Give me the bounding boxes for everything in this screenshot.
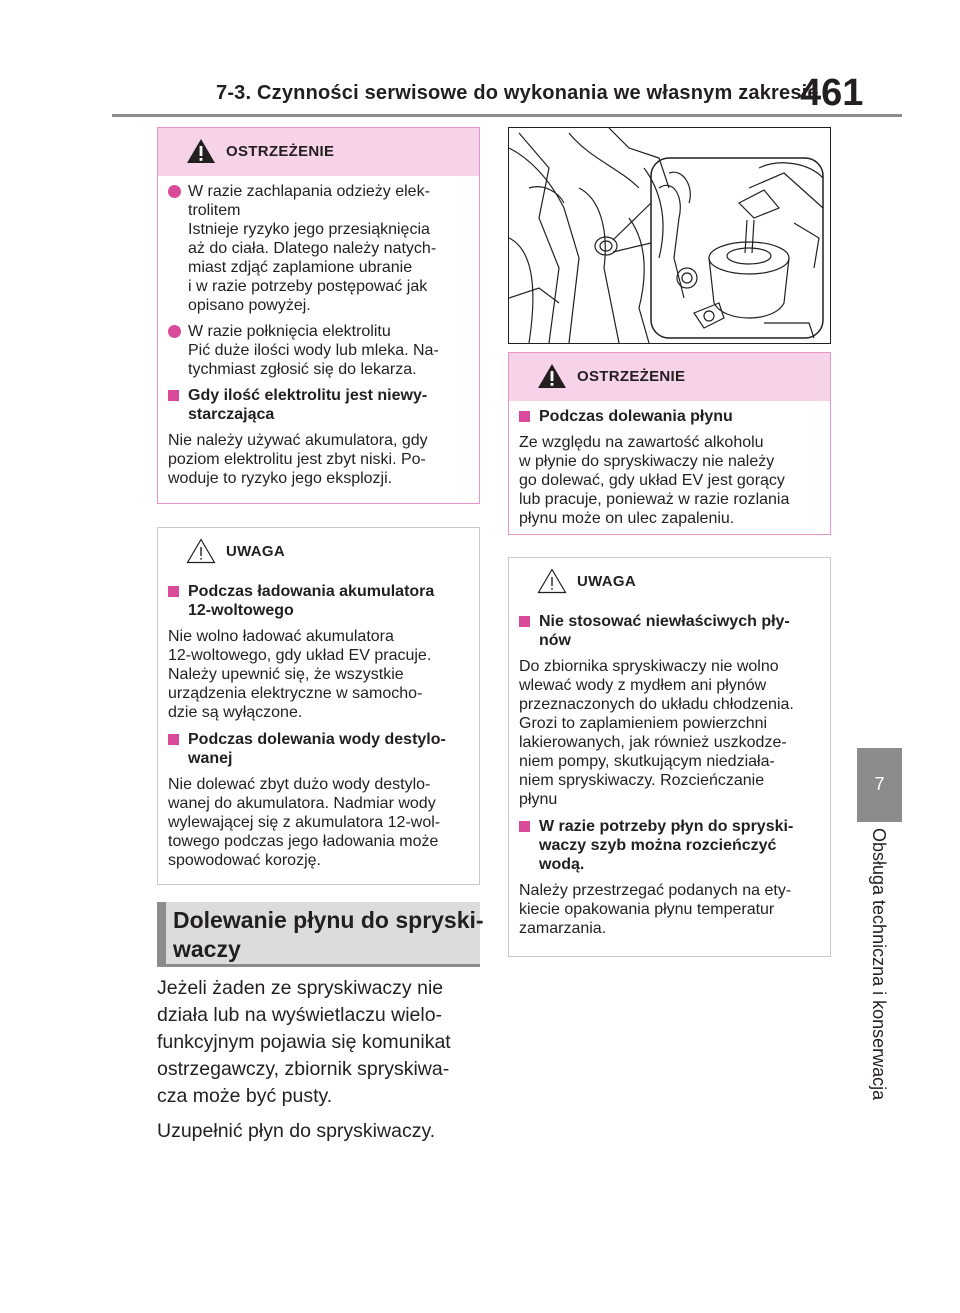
warning-triangle-icon bbox=[537, 363, 567, 389]
section-heading-rule bbox=[157, 964, 480, 967]
caution-triangle-icon bbox=[537, 568, 567, 594]
warning-box-washer-fluid bbox=[508, 352, 831, 535]
subheading: Gdy ilość elektrolitu jest niewy- starczająca bbox=[168, 386, 471, 424]
warning-header bbox=[158, 128, 479, 176]
note-header bbox=[509, 558, 830, 606]
washer-fluid-illustration bbox=[508, 127, 831, 344]
warning-text: Nie należy używać akumulatora, gdy poziom elektrolitu jest zbyt niski. Po- woduje to ryzyko jego eksplozji. bbox=[168, 432, 428, 487]
note-heading: UWAGA bbox=[577, 573, 636, 590]
bullet-item: W razie połknięcia elektrolitu Pić duże ilości wody lub mleka. Na- tychmiast zgłosić się do lekarza. bbox=[168, 322, 471, 379]
subheading: Nie stosować niewłaściwych pły- nów bbox=[519, 612, 822, 650]
warning-heading: OSTRZEŻENIE bbox=[226, 143, 335, 160]
header-rule bbox=[112, 114, 902, 117]
square-bullet-icon bbox=[519, 411, 530, 422]
note-text: Nie dolewać zbyt dużo wody destylo- wanej do akumulatora. Nadmiar wody wylewającej się z akumulatora 12-wol- towego podczas jego ładowania może spowodować korozję. bbox=[168, 776, 441, 869]
square-bullet-icon bbox=[168, 734, 179, 745]
bullet-dot-icon bbox=[168, 185, 181, 198]
note-text: Należy przestrzegać podanych na ety- kiecie opakowania płynu temperatur zamarzania. bbox=[519, 882, 792, 937]
paragraph: Jeżeli żaden ze spryskiwaczy nie działa lub na wyświetlaczu wielo- funkcyjnym pojawia się komunikat ostrzegawczy, zbiornik spryskiwa- cza może być pusty. bbox=[157, 977, 451, 1107]
warning-triangle-icon bbox=[186, 138, 216, 164]
chapter-tab-label: Obsługa techniczna i konserwacja bbox=[869, 828, 889, 1101]
subheading: Podczas ładowania akumulatora 12-woltowego bbox=[168, 582, 471, 620]
note-heading: UWAGA bbox=[226, 543, 285, 560]
body-text bbox=[157, 975, 487, 1153]
chapter-title: 7-3. Czynności serwisowe do wykonania we własnym zakresie bbox=[216, 82, 819, 104]
warning-box-electrolyte bbox=[157, 127, 480, 504]
note-text: Do zbiornika spryskiwaczy nie wolno wlewać wody z mydłem ani płynów przeznaczonych do układu chłodzenia. Grozi to zaplamieniem powierzchni lakierowanych, jak również uszkodze- niem pompy, skutkującym niedziała- niem spryskiwaczy. Rozcieńczanie płynu bbox=[519, 658, 794, 808]
warning-heading: OSTRZEŻENIE bbox=[577, 368, 686, 385]
subheading: Podczas dolewania płynu bbox=[519, 407, 822, 426]
square-bullet-icon bbox=[168, 586, 179, 597]
page-number: 461 bbox=[800, 72, 864, 114]
note-header bbox=[158, 528, 479, 576]
paragraph: Uzupełnić płyn do spryskiwaczy. bbox=[157, 1120, 436, 1142]
warning-text: Ze względu na zawartość alkoholu w płynie do spryskiwaczy nie należy go dolewać, gdy układ EV jest gorący lub pracuje, ponieważ w razie rozlania płynu może on ulec zapaleniu. bbox=[519, 434, 790, 527]
square-bullet-icon bbox=[168, 390, 179, 401]
square-bullet-icon bbox=[519, 821, 530, 832]
section-heading: Dolewanie płynu do spryski- waczy bbox=[173, 907, 484, 962]
note-box-battery bbox=[157, 527, 480, 885]
note-box-washer-fluid bbox=[508, 557, 831, 957]
chapter-tab-label-wrap bbox=[868, 828, 892, 1128]
engine-bay-drawing bbox=[509, 128, 830, 343]
note-text: Nie wolno ładować akumulatora 12-woltowego, gdy układ EV pracuje. Należy upewnić się, że wszystkie urządzenia elektryczne w samocho- dzie są wyłączone. bbox=[168, 628, 432, 721]
section-heading-bar bbox=[157, 902, 166, 966]
caution-triangle-icon bbox=[186, 538, 216, 564]
subheading: Podczas dolewania wody destylo- wanej bbox=[168, 730, 471, 768]
bullet-item: W razie zachlapania odzieży elek- trolitem Istnieje ryzyko jego przesiąknięcia aż do ciała. Dlatego należy natych- miast zdjąć zaplamione ubranie i w razie potrzeby postępować jak opisano powyżej. bbox=[168, 182, 471, 315]
square-bullet-icon bbox=[519, 616, 530, 627]
subheading: W razie potrzeby płyn do spryski- waczy szyb można rozcieńczyć wodą. bbox=[519, 817, 822, 874]
bullet-dot-icon bbox=[168, 325, 181, 338]
chapter-tab-number: 7 bbox=[874, 774, 885, 794]
warning-header bbox=[509, 353, 830, 401]
